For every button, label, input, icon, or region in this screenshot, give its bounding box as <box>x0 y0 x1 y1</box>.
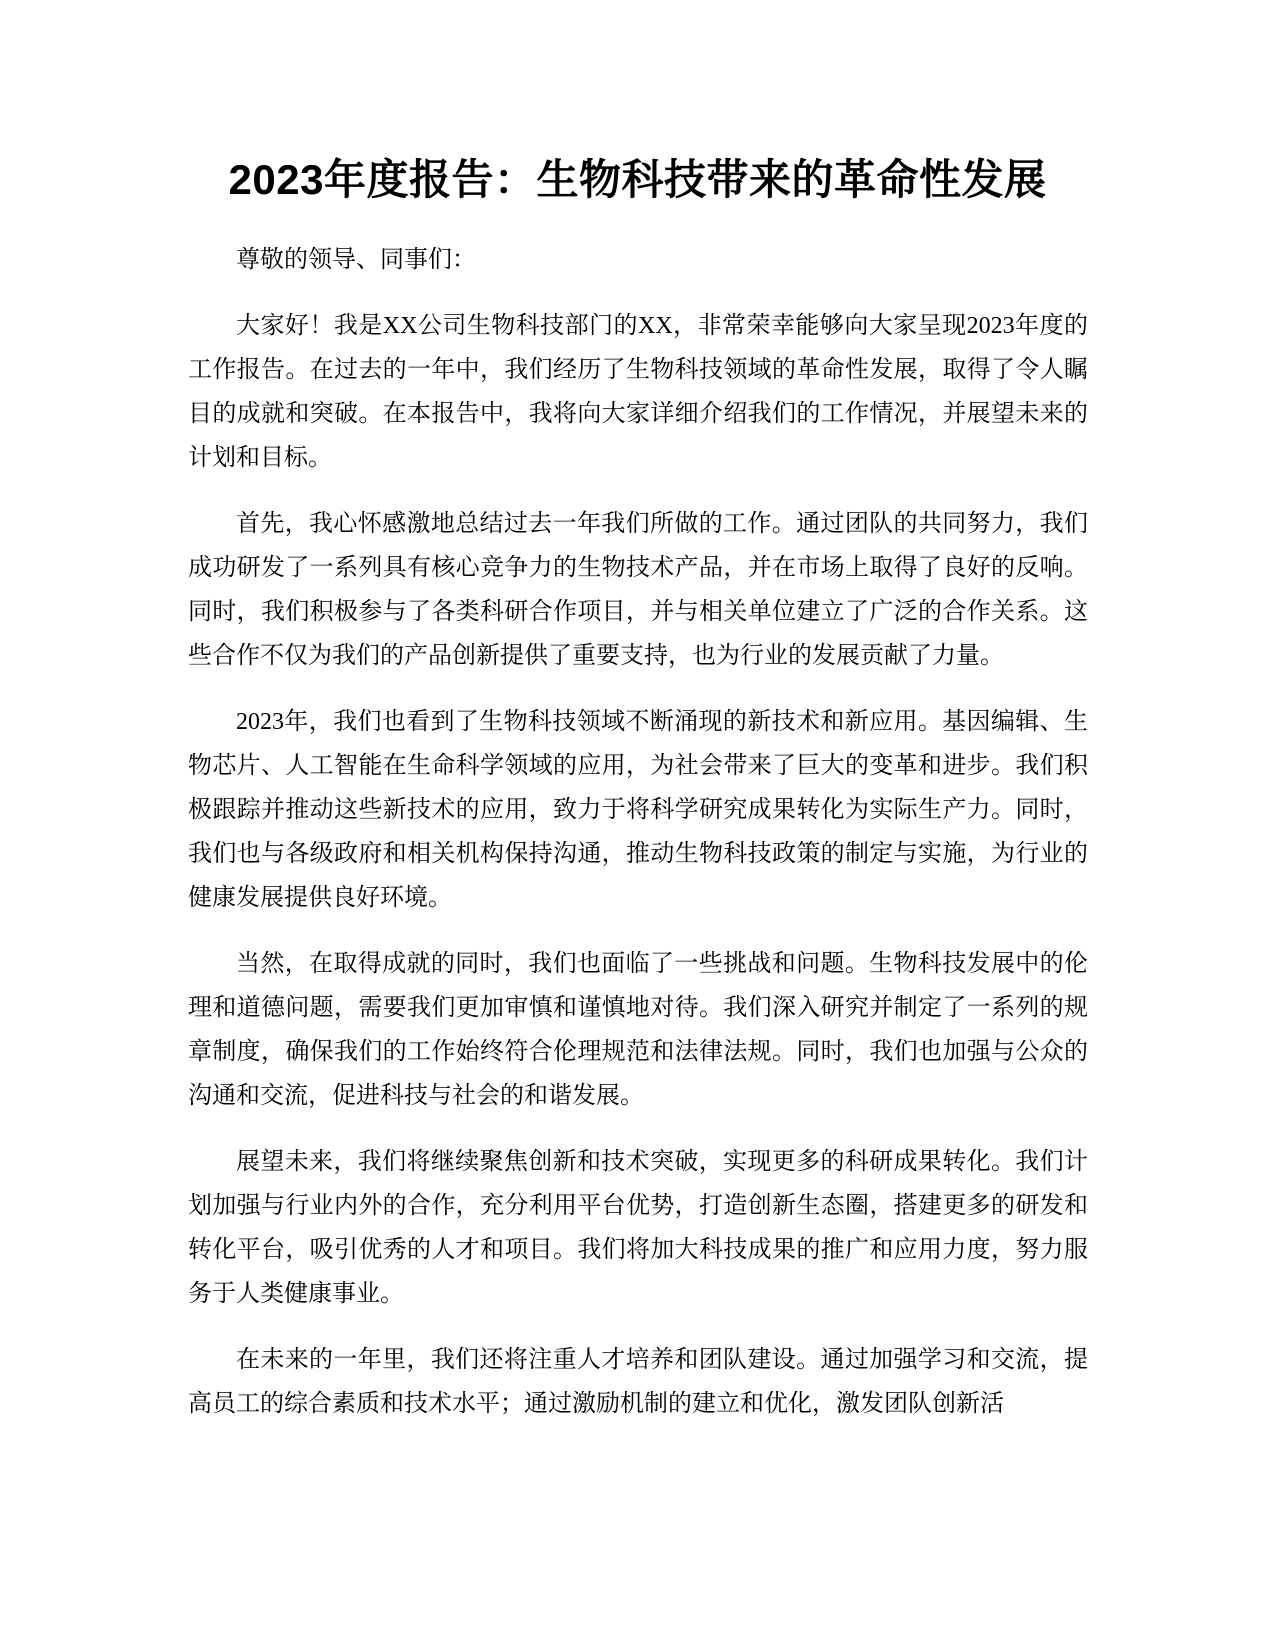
paragraph-outlook: 展望未来，我们将继续聚焦创新和技术突破，实现更多的科研成果转化。我们计划加强与行业内外的合作，充分利用平台优势，打造创新生态圈，搭建更多的研发和转化平台，吸引优秀的人才和项目。我们将加大科技成果的推广和应用力度，努力服务于人类健康事业。 <box>188 1149 1088 1307</box>
document-body <box>188 238 1088 1448</box>
salutation: 尊敬的领导、同事们： <box>236 247 476 273</box>
paragraph-talent: 在未来的一年里，我们还将注重人才培养和团队建设。通过加强学习和交流，提高员工的综合素质和技术水平；通过激励机制的建立和优化，激发团队创新活 <box>188 1347 1088 1417</box>
paragraph-challenges: 当然，在取得成就的同时，我们也面临了一些挑战和问题。生物科技发展中的伦理和道德问题，需要我们更加审慎和谨慎地对待。我们深入研究并制定了一系列的规章制度，确保我们的工作始终符合伦理规范和法律法规。同时，我们也加强与公众的沟通和交流，促进科技与社会的和谐发展。 <box>188 951 1088 1109</box>
document-title: 2023年度报告：生物科技带来的革命性发展 <box>228 156 1047 203</box>
paragraph-intro: 大家好！我是XX公司生物科技部门的XX，非常荣幸能够向大家呈现2023年度的工作报告。在过去的一年中，我们经历了生物科技领域的革命性发展，取得了令人瞩目的成就和突破。在本报告中，我将向大家详细介绍我们的工作情况，并展望未来的计划和目标。 <box>188 313 1088 471</box>
paragraph-summary: 首先，我心怀感激地总结过去一年我们所做的工作。通过团队的共同努力，我们成功研发了一系列具有核心竞争力的生物技术产品，并在市场上取得了良好的反响。同时，我们积极参与了各类科研合作项目，并与相关单位建立了广泛的合作关系。这些合作不仅为我们的产品创新提供了重要支持，也为行业的发展贡献了力量。 <box>188 511 1088 669</box>
paragraph-new-tech: 2023年，我们也看到了生物科技领域不断涌现的新技术和新应用。基因编辑、生物芯片、人工智能在生命科学领域的应用，为社会带来了巨大的变革和进步。我们积极跟踪并推动这些新技术的应用，致力于将科学研究成果转化为实际生产力。同时，我们也与各级政府和相关机构保持沟通，推动生物科技政策的制定与实施，为行业的健康发展提供良好环境。 <box>188 709 1088 911</box>
